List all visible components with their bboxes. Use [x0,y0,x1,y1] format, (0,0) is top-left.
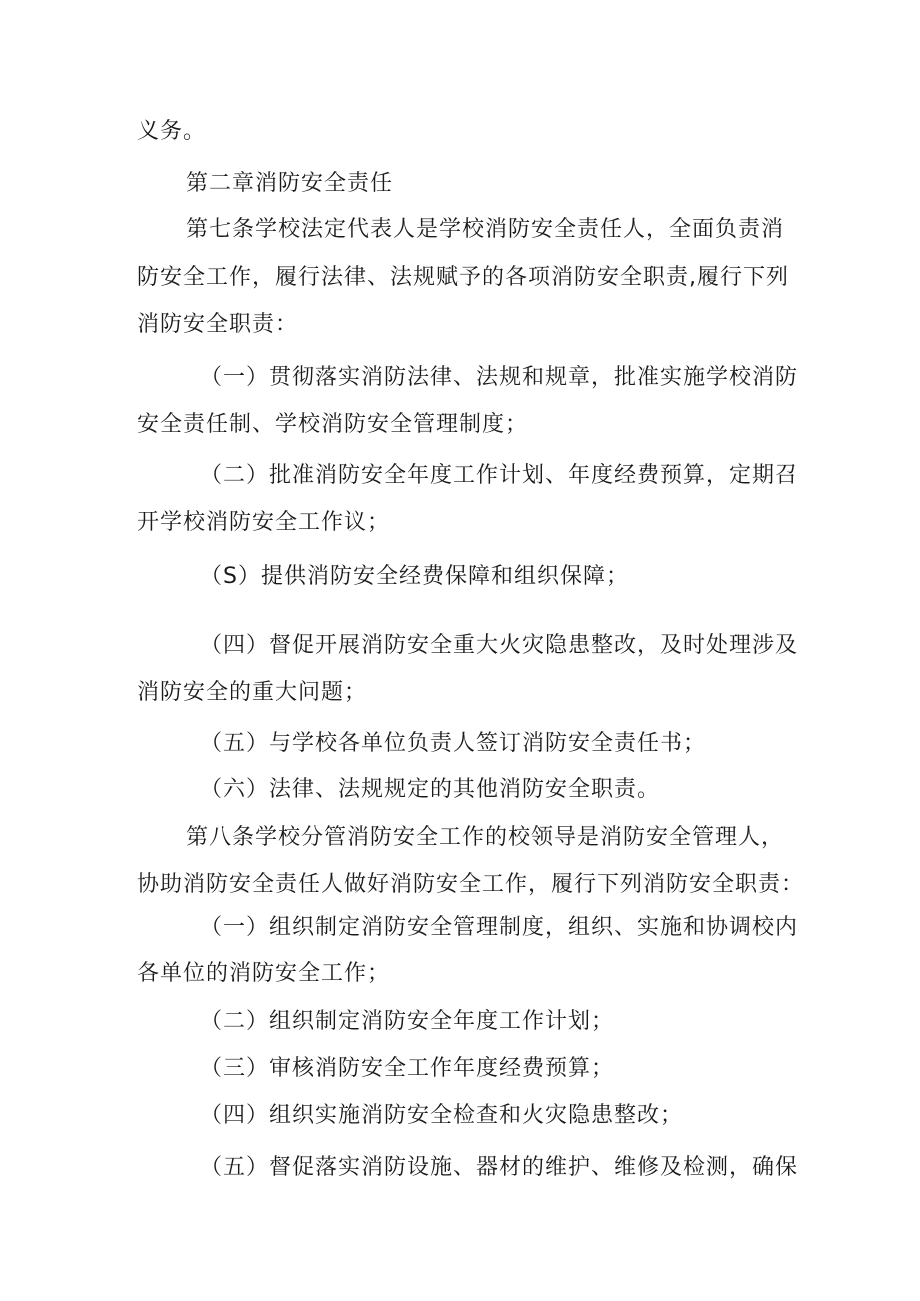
text-line: 安全责任制、学校消防安全管理制度； [137,412,529,437]
list-item: （六）法律、法规规定的其他消防安全职责。 [200,777,661,802]
text-line: 开学校消防安全工作议； [137,510,391,535]
list-item: （三）审核消防安全工作年度经费预算； [200,1056,615,1081]
text-line: 消防安全的重大问题； [137,680,368,705]
text-line: 防安全工作，履行法律、法规赋予的各项消防安全职责,履行下列 [137,265,789,290]
list-item: （二）批准消防安全年度工作计划、年度经费预算，定期召 [200,463,799,488]
text-line: 各单位的消防安全工作； [137,961,391,986]
list-item: （一）组织制定消防安全管理制度，组织、实施和协调校内 [200,915,799,940]
article-8-text: 第八条学校分管消防安全工作的校领导是消防安全管理人， [186,825,785,850]
list-item: （四）督促开展消防安全重大火灾隐患整改，及时处理涉及 [200,633,799,658]
list-item: （四）组织实施消防安全检查和火灾隐患整改； [200,1103,684,1128]
list-item: （五）与学校各单位负责人签订消防安全责任书； [200,731,707,756]
list-item: （二）组织制定消防安全年度工作计划； [200,1009,615,1034]
text-line: 消防安全职责： [137,312,299,337]
article-7-text: 第七条学校法定代表人是学校消防安全责任人，全面负责消 [186,217,785,242]
chapter-heading: 第二章消防安全责任 [186,171,394,196]
text-line: 协助消防安全责任人做好消防安全工作，履行下列消防安全职责： [137,872,805,897]
text-line: 义务。 [137,119,207,144]
list-item: （S）提供消防安全经费保障和组织保障； [200,564,629,589]
list-item: （五）督促落实消防设施、器材的维护、维修及检测，确保 [200,1155,799,1180]
list-item: （一）贯彻落实消防法律、法规和规章，批准实施学校消防 [200,365,799,390]
